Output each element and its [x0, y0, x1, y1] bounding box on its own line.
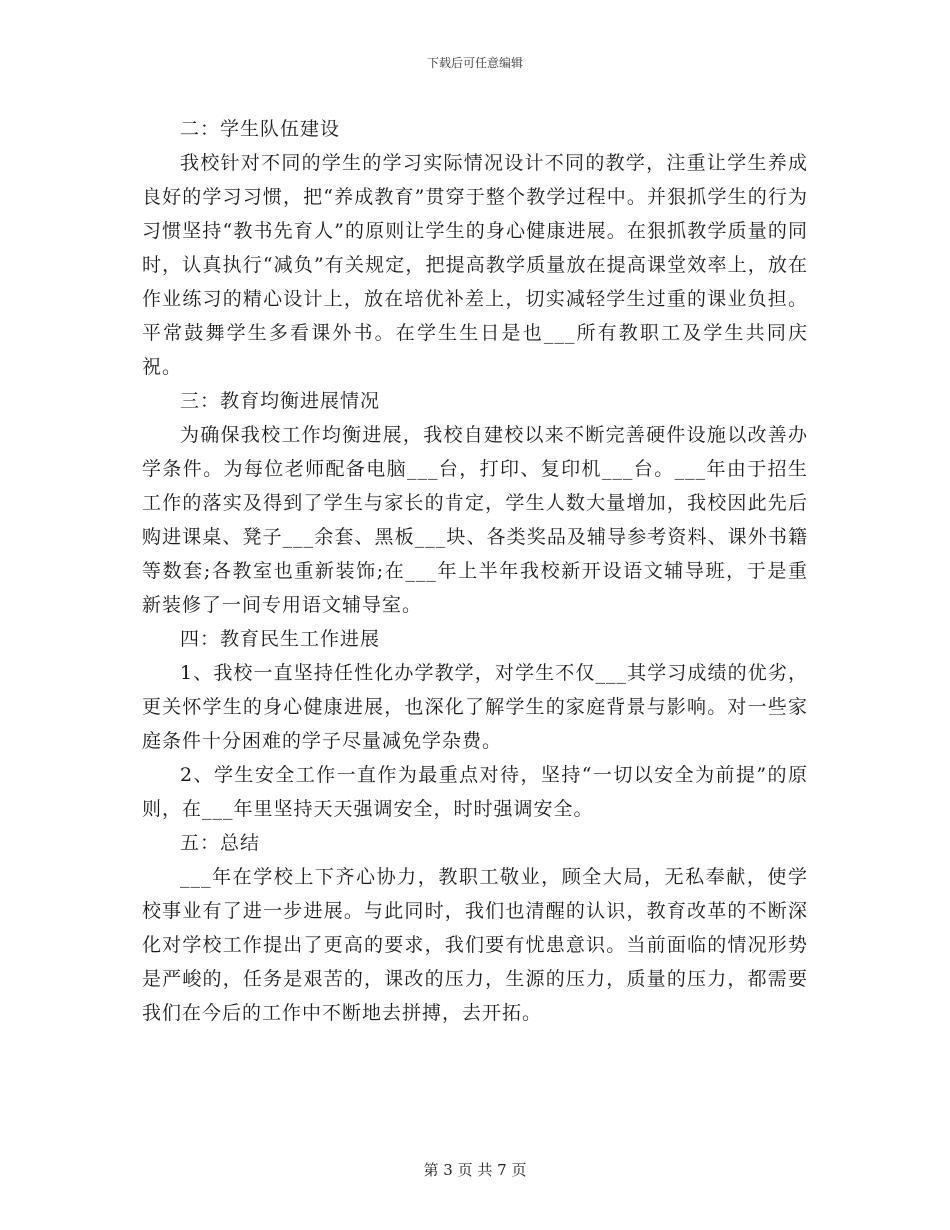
section-heading-4: 四：教育民生工作进展 [180, 628, 381, 650]
section-2-paragraph-1: 我校针对不同的学生的学习实际情况设计不同的教学，注重让学生养成良好的学习习惯，把“养成教育”贯穿于整个教学过程中。并狠抓学生的行为习惯坚持“教书先育人”的原则让学生的身心健康进展。在狠抓教学质量的同时，认真执行“减负”有关规定，把提高教学质量放在提高课堂效率上，放在作业练习的精心设计上，放在培优补差上，切实减轻学生过重的课业负担。平常鼓舞学生多看课外书。在学生生日是也___所有教职工及学生共同庆祝。 [142, 152, 808, 378]
section-4-paragraph-2: 2、学生安全工作一直作为最重点对待，坚持“一切以安全为前提”的原则，在___年里坚持天天强调安全，时时强调安全。 [142, 764, 808, 820]
section-4-paragraph-1: 1、我校一直坚持任性化办学教学，对学生不仅___其学习成绩的优劣，更关怀学生的身心健康进展，也深化了解学生的家庭背景与影响。对一些家庭条件十分困难的学子尽量减免学杂费。 [142, 662, 808, 752]
section-heading-5: 五：总结 [180, 832, 261, 854]
section-heading-2: 二：学生队伍建设 [180, 118, 341, 140]
section-heading-3: 三：教育均衡进展情况 [180, 390, 381, 412]
page-number: 第 3 页 共 7 页 [423, 1161, 527, 1179]
page-header: 下载后可任意编辑 [426, 56, 523, 70]
document-body [142, 112, 808, 1030]
section-5-paragraph-1: ___年在学校上下齐心协力，教职工敬业，顾全大局，无私奉献，使学校事业有了进一步进展。与此同时，我们也清醒的认识，教育改革的不断深化对学校工作提出了更高的要求，我们要有忧患意识。当前面临的情况形势是严峻的，任务是艰苦的，课改的压力，生源的压力，质量的压力，都需要我们在今后的工作中不断地去拼搏，去开拓。 [142, 866, 808, 1024]
section-3-paragraph-1: 为确保我校工作均衡进展，我校自建校以来不断完善硬件设施以改善办学条件。为每位老师配备电脑___台，打印、复印机___台。___年由于招生工作的落实及得到了学生与家长的肯定，学生人数大量增加，我校因此先后购进课桌、凳子___余套、黑板___块、各类奖品及辅导参考资料、课外书籍等数套;各教室也重新装饰;在___年上半年我校新开设语文辅导班，于是重新装修了一间专用语文辅导室。 [142, 424, 808, 616]
